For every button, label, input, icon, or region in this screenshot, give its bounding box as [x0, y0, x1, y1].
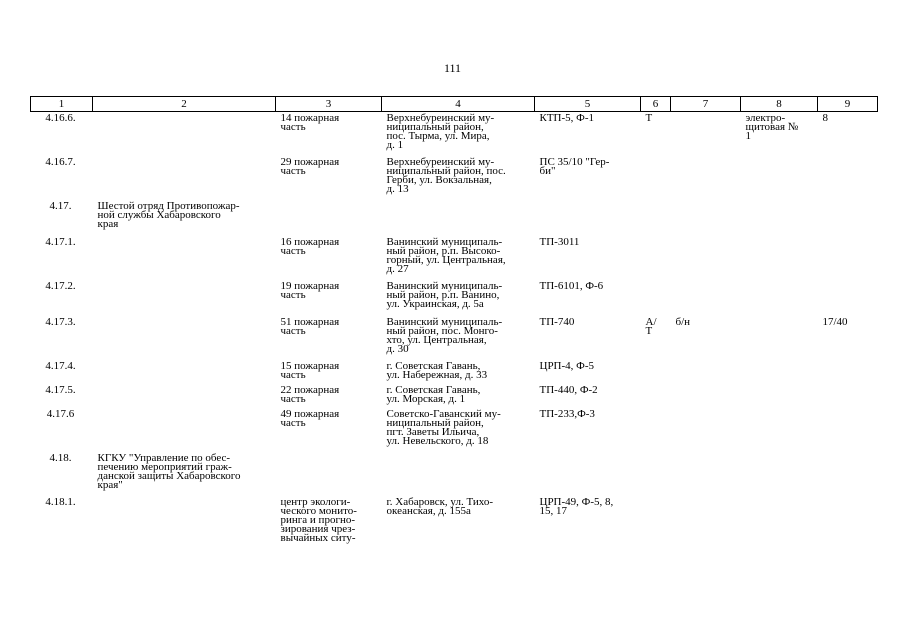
table-cell	[31, 408, 93, 452]
cell-text: 4.17.	[49, 199, 72, 212]
table-row	[31, 156, 878, 200]
table-cell	[641, 384, 671, 408]
cell-text: Ванинский муниципаль- ный район, р.п. Высоко- горный, ул. Центральная, д. 27	[386, 235, 506, 275]
table-cell	[31, 280, 93, 316]
table-cell	[671, 496, 741, 558]
table-cell	[741, 156, 818, 200]
cell-text: 4.17.2.	[45, 279, 76, 292]
table-cell	[535, 316, 641, 360]
table-cell	[382, 200, 535, 236]
table-cell	[671, 452, 741, 496]
table-cell	[93, 496, 276, 558]
table-cell	[382, 236, 535, 280]
table-cell	[818, 200, 878, 236]
table-cell	[818, 360, 878, 384]
table-cell	[641, 408, 671, 452]
cell-text: Т	[645, 112, 653, 124]
cell-text: 4.17.3.	[45, 315, 76, 328]
table-cell	[31, 360, 93, 384]
table-cell	[276, 200, 382, 236]
table-cell	[741, 236, 818, 280]
table-cell	[818, 112, 878, 156]
table-cell	[535, 200, 641, 236]
table-cell	[641, 200, 671, 236]
table-cell	[818, 316, 878, 360]
header-cell: 9	[818, 97, 878, 112]
table-cell	[93, 384, 276, 408]
table-cell	[741, 316, 818, 360]
table-cell	[741, 200, 818, 236]
table-cell	[276, 408, 382, 452]
table-cell	[382, 280, 535, 316]
cell-text: г. Хабаровск, ул. Тихо- океанская, д. 155а	[386, 495, 494, 517]
cell-text: ПС 35/10 "Гер- би"	[539, 155, 610, 177]
table-cell	[535, 384, 641, 408]
table-cell	[671, 112, 741, 156]
table-cell	[535, 496, 641, 558]
cell-text: 19 пожарная часть	[280, 279, 340, 301]
cell-text: г. Советская Гавань, ул. Морская, д. 1	[386, 383, 481, 405]
data-table	[30, 96, 878, 558]
table-cell	[31, 236, 93, 280]
table-cell	[382, 384, 535, 408]
table-cell	[671, 384, 741, 408]
cell-text: 4.17.4.	[45, 359, 76, 372]
table-cell	[741, 408, 818, 452]
table-cell	[818, 452, 878, 496]
table-cell	[382, 408, 535, 452]
cell-text: КГКУ "Управление по обес- печению мероприятий граж- данской защиты Хабаровского края"	[97, 451, 241, 491]
table-cell	[741, 452, 818, 496]
table-cell	[93, 408, 276, 452]
table-cell	[93, 316, 276, 360]
table-cell	[31, 112, 93, 156]
cell-text: А/ Т	[645, 315, 657, 337]
table-body	[31, 112, 878, 558]
table-row	[31, 236, 878, 280]
table-row	[31, 200, 878, 236]
table-cell	[741, 384, 818, 408]
cell-text: Верхнебуреинский му- ниципальный район, пос. Тырма, ул. Мира, д. 1	[386, 112, 495, 151]
table-cell	[741, 112, 818, 156]
cell-text: ЦРП-4, Ф-5	[539, 359, 595, 372]
table-cell	[382, 360, 535, 384]
table-cell	[382, 496, 535, 558]
cell-text: ТП-6101, Ф-6	[539, 279, 604, 292]
cell-text: 8	[822, 112, 828, 124]
header-cell: 6	[641, 97, 671, 112]
table-cell	[535, 280, 641, 316]
cell-text: центр экологи- ческого монито- ринга и прогно- зирования чрез- вычайных ситу-	[280, 495, 357, 544]
table-cell	[535, 156, 641, 200]
header-cell: 2	[93, 97, 276, 112]
cell-text: 17/40	[822, 315, 848, 328]
table-cell	[93, 236, 276, 280]
cell-text: Ванинский муниципаль- ный район, пос. Монго- хто, ул. Центральная, д. 30	[386, 315, 503, 355]
table-cell	[31, 316, 93, 360]
table-cell	[276, 156, 382, 200]
cell-text: 4.17.1.	[45, 235, 76, 248]
cell-text: ЦРП-49, Ф-5, 8, 15, 17	[539, 495, 614, 517]
table-cell	[93, 360, 276, 384]
table-cell	[31, 496, 93, 558]
table-cell	[276, 280, 382, 316]
cell-text: 4.16.7.	[45, 155, 76, 168]
table-cell	[93, 156, 276, 200]
table-cell	[641, 112, 671, 156]
cell-text: 15 пожарная часть	[280, 359, 340, 381]
table-cell	[276, 496, 382, 558]
cell-text: электро- щитовая № 1	[745, 112, 799, 142]
cell-text: КТП-5, Ф-1	[539, 112, 595, 124]
table-cell	[818, 384, 878, 408]
cell-text: Верхнебуреинский му- ниципальный район, пос. Герби, ул. Вокзальная, д. 13	[386, 155, 506, 195]
table-cell	[31, 384, 93, 408]
table-cell	[276, 452, 382, 496]
cell-text: 4.17.5.	[45, 383, 76, 396]
table-cell	[818, 496, 878, 558]
table-cell	[93, 280, 276, 316]
header-cell: 1	[31, 97, 93, 112]
table-cell	[741, 280, 818, 316]
table-cell	[741, 496, 818, 558]
cell-text: 14 пожарная часть	[280, 112, 340, 133]
cell-text: г. Советская Гавань, ул. Набережная, д. 33	[386, 359, 488, 381]
table-cell	[276, 236, 382, 280]
header-cell: 7	[671, 97, 741, 112]
table-cell	[382, 316, 535, 360]
table-cell	[535, 452, 641, 496]
table-cell	[641, 280, 671, 316]
table-cell	[31, 156, 93, 200]
table-row	[31, 452, 878, 496]
table-cell	[535, 408, 641, 452]
table-row	[31, 384, 878, 408]
table-cell	[671, 360, 741, 384]
table-cell	[671, 236, 741, 280]
page-number: 111	[443, 61, 462, 75]
cell-text: 22 пожарная часть	[280, 383, 340, 405]
cell-text: 4.17.6	[46, 407, 75, 420]
table-cell	[818, 156, 878, 200]
table-cell	[93, 452, 276, 496]
table-cell	[818, 280, 878, 316]
cell-text: 4.18.1.	[45, 495, 76, 508]
table-cell	[671, 316, 741, 360]
cell-text: ТП-440, Ф-2	[539, 383, 598, 396]
table-cell	[535, 112, 641, 156]
table-row	[31, 496, 878, 558]
cell-text: Ванинский муниципаль- ный район, р.п. Ванино, ул. Украинская, д. 5а	[386, 279, 503, 310]
cell-text: б/н	[675, 315, 691, 328]
table-row	[31, 280, 878, 316]
cell-text: ТП-740	[539, 315, 575, 328]
table-cell	[535, 236, 641, 280]
table-cell	[93, 112, 276, 156]
cell-text: ТП-233,Ф-3	[539, 407, 595, 420]
header-cell: 3	[276, 97, 382, 112]
header-row	[31, 97, 878, 112]
cell-text: 29 пожарная часть	[280, 155, 340, 177]
table-cell	[818, 236, 878, 280]
table-cell	[671, 200, 741, 236]
table-cell	[276, 360, 382, 384]
table-cell	[641, 496, 671, 558]
table-cell	[382, 112, 535, 156]
table-cell	[382, 452, 535, 496]
table-row	[31, 360, 878, 384]
table-cell	[382, 156, 535, 200]
table-cell	[641, 316, 671, 360]
table-cell	[276, 384, 382, 408]
table-cell	[641, 452, 671, 496]
table-cell	[641, 360, 671, 384]
header-cell: 5	[535, 97, 641, 112]
table-row	[31, 316, 878, 360]
table-cell	[31, 452, 93, 496]
cell-text: 16 пожарная часть	[280, 235, 340, 257]
table-cell	[276, 112, 382, 156]
table-cell	[671, 280, 741, 316]
table-cell	[818, 408, 878, 452]
table-cell	[671, 156, 741, 200]
table-cell	[31, 200, 93, 236]
table-cell	[93, 200, 276, 236]
table-cell	[741, 360, 818, 384]
cell-text: Шестой отряд Противопожар- ной службы Хабаровского края	[97, 199, 240, 230]
header-cell: 4	[382, 97, 535, 112]
header-cell: 8	[741, 97, 818, 112]
table-cell	[276, 316, 382, 360]
table-cell	[535, 360, 641, 384]
cell-text: ТП-3011	[539, 235, 580, 248]
table-cell	[641, 156, 671, 200]
cell-text: 51 пожарная часть	[280, 315, 340, 337]
table-row	[31, 112, 878, 156]
cell-text: 4.16.6.	[45, 112, 76, 124]
cell-text: Советско-Гаванский му- ниципальный район, пгт. Заветы Ильича, ул. Невельского, д. 18	[386, 407, 501, 447]
table-cell	[641, 236, 671, 280]
cell-text: 49 пожарная часть	[280, 407, 340, 429]
table-row	[31, 408, 878, 452]
table-cell	[671, 408, 741, 452]
cell-text: 4.18.	[49, 451, 72, 464]
